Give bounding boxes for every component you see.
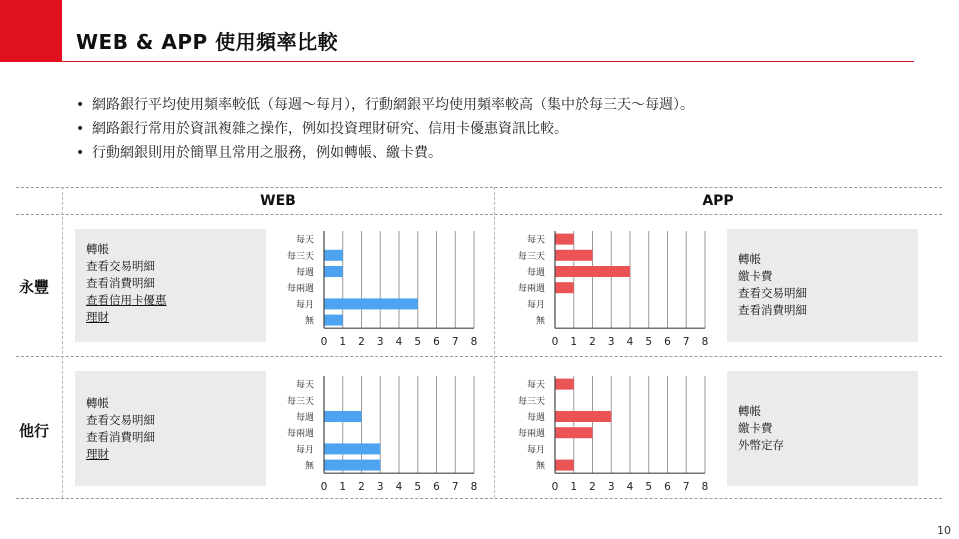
list-item: 轉帳 — [86, 396, 109, 410]
y-category-label: 每三天 — [517, 396, 545, 407]
list-item: 轉帳 — [738, 252, 761, 266]
data-bar — [324, 460, 380, 471]
data-bar — [555, 427, 593, 438]
data-bar — [324, 266, 343, 277]
y-category-label: 無 — [535, 461, 545, 472]
bullet-item: • 網路銀行平均使用頻率較低（每週～每月），行動網銀平均使用頻率較高（集中於每三天～每週）。 — [76, 93, 694, 117]
x-tick-label: 1 — [570, 481, 578, 494]
table-header-border — [16, 214, 942, 215]
data-bar — [324, 298, 418, 309]
x-tick-label: 4 — [626, 336, 634, 349]
x-tick-label: 3 — [607, 336, 615, 349]
feature-list-other-web — [75, 371, 266, 486]
x-tick-label: 5 — [414, 481, 422, 494]
x-tick-label: 8 — [701, 481, 709, 494]
bar-chart-other-app — [503, 374, 723, 498]
list-item: 查看交易明細 — [86, 413, 155, 427]
x-tick-label: 4 — [395, 481, 403, 494]
data-bar — [324, 411, 362, 422]
list-item: 繳卡費 — [738, 269, 773, 283]
x-tick-label: 6 — [433, 336, 440, 349]
x-tick-label: 8 — [470, 336, 478, 349]
x-tick-label: 2 — [589, 336, 596, 349]
x-tick-label: 5 — [645, 481, 653, 494]
y-category-label: 每三天 — [286, 396, 314, 407]
x-tick-label: 2 — [358, 481, 365, 494]
list-item: 理財 — [86, 447, 109, 461]
x-tick-label: 0 — [551, 481, 559, 494]
x-tick-label: 6 — [664, 481, 671, 494]
list-item: 理財 — [86, 310, 109, 324]
y-category-label: 每週 — [526, 413, 545, 423]
x-tick-label: 7 — [451, 481, 459, 494]
x-tick-label: 8 — [470, 481, 478, 494]
data-bar — [555, 460, 574, 471]
title-underline — [62, 61, 914, 62]
y-category-label: 無 — [535, 316, 545, 327]
row-header-other-bank: 他行 — [18, 422, 49, 440]
list-item: 外幣定存 — [738, 438, 784, 452]
list-item: 查看消費明細 — [86, 430, 155, 444]
list-item: 查看信用卡優惠 — [86, 293, 167, 307]
y-category-label: 每月 — [295, 300, 314, 311]
y-category-label: 每天 — [295, 380, 314, 391]
bullet-list — [76, 93, 694, 165]
x-tick-label: 0 — [320, 481, 328, 494]
x-tick-label: 1 — [570, 336, 578, 349]
data-bar — [555, 234, 574, 245]
bar-chart-yongfeng-web — [272, 229, 492, 353]
x-tick-label: 7 — [682, 336, 690, 349]
x-tick-label: 4 — [395, 336, 403, 349]
data-bar — [555, 266, 630, 277]
title-accent-block — [0, 0, 62, 62]
x-tick-label: 0 — [551, 336, 559, 349]
bar-chart-other-web — [272, 374, 492, 498]
data-bar — [555, 250, 593, 261]
list-item: 轉帳 — [738, 404, 761, 418]
list-item: 查看消費明細 — [738, 303, 807, 317]
table-column-divider — [494, 187, 495, 498]
column-header-app: APP — [702, 193, 734, 209]
x-tick-label: 2 — [589, 481, 596, 494]
y-category-label: 每月 — [295, 445, 314, 456]
feature-list-yongfeng-web — [75, 229, 266, 342]
slide-title: WEB & APP 使用頻率比較 — [76, 30, 339, 54]
data-bar — [324, 250, 343, 261]
y-category-label: 每兩週 — [286, 429, 314, 440]
y-category-label: 每兩週 — [517, 429, 545, 440]
y-category-label: 無 — [304, 461, 314, 472]
y-category-label: 每天 — [526, 235, 545, 246]
feature-list-other-app — [727, 371, 918, 486]
x-tick-label: 8 — [701, 336, 709, 349]
table-column-divider — [62, 187, 63, 498]
page-number: 10 — [937, 524, 951, 537]
y-category-label: 每兩週 — [517, 284, 545, 295]
list-item: 查看交易明細 — [86, 259, 155, 273]
x-tick-label: 3 — [607, 481, 615, 494]
table-row-divider — [16, 356, 942, 357]
list-item: 查看消費明細 — [86, 276, 155, 290]
y-category-label: 每三天 — [517, 251, 545, 262]
x-tick-label: 7 — [451, 336, 459, 349]
table-top-border — [16, 187, 942, 188]
x-tick-label: 6 — [664, 336, 671, 349]
x-tick-label: 5 — [645, 336, 653, 349]
y-category-label: 每天 — [526, 380, 545, 391]
y-category-label: 每週 — [295, 413, 314, 423]
column-header-web: WEB — [260, 193, 296, 209]
x-tick-label: 0 — [320, 336, 328, 349]
x-tick-label: 5 — [414, 336, 422, 349]
x-tick-label: 1 — [339, 481, 347, 494]
list-item: 轉帳 — [86, 242, 109, 256]
data-bar — [555, 379, 574, 390]
x-tick-label: 3 — [376, 336, 384, 349]
y-category-label: 每兩週 — [286, 284, 314, 295]
x-tick-label: 6 — [433, 481, 440, 494]
y-category-label: 每週 — [295, 268, 314, 278]
bar-chart-yongfeng-app — [503, 229, 723, 353]
x-tick-label: 7 — [682, 481, 690, 494]
list-item: 查看交易明細 — [738, 286, 807, 300]
data-bar — [324, 443, 380, 454]
data-bar — [555, 411, 611, 422]
data-bar — [324, 315, 343, 326]
bullet-item: • 網路銀行常用於資訊複雜之操作，例如投資理財研究、信用卡優惠資訊比較。 — [76, 117, 694, 141]
feature-list-yongfeng-app — [727, 229, 918, 342]
table-bottom-border — [16, 498, 942, 499]
list-item: 繳卡費 — [738, 421, 773, 435]
y-category-label: 每三天 — [286, 251, 314, 262]
y-category-label: 每月 — [526, 300, 545, 311]
bullet-item: • 行動網銀則用於簡單且常用之服務，例如轉帳、繳卡費。 — [76, 141, 694, 165]
data-bar — [555, 282, 574, 293]
y-category-label: 每月 — [526, 445, 545, 456]
x-tick-label: 3 — [376, 481, 384, 494]
y-category-label: 每週 — [526, 268, 545, 278]
y-category-label: 每天 — [295, 235, 314, 246]
x-tick-label: 2 — [358, 336, 365, 349]
row-header-yongfeng: 永豐 — [18, 278, 49, 296]
x-tick-label: 4 — [626, 481, 634, 494]
x-tick-label: 1 — [339, 336, 347, 349]
y-category-label: 無 — [304, 316, 314, 327]
